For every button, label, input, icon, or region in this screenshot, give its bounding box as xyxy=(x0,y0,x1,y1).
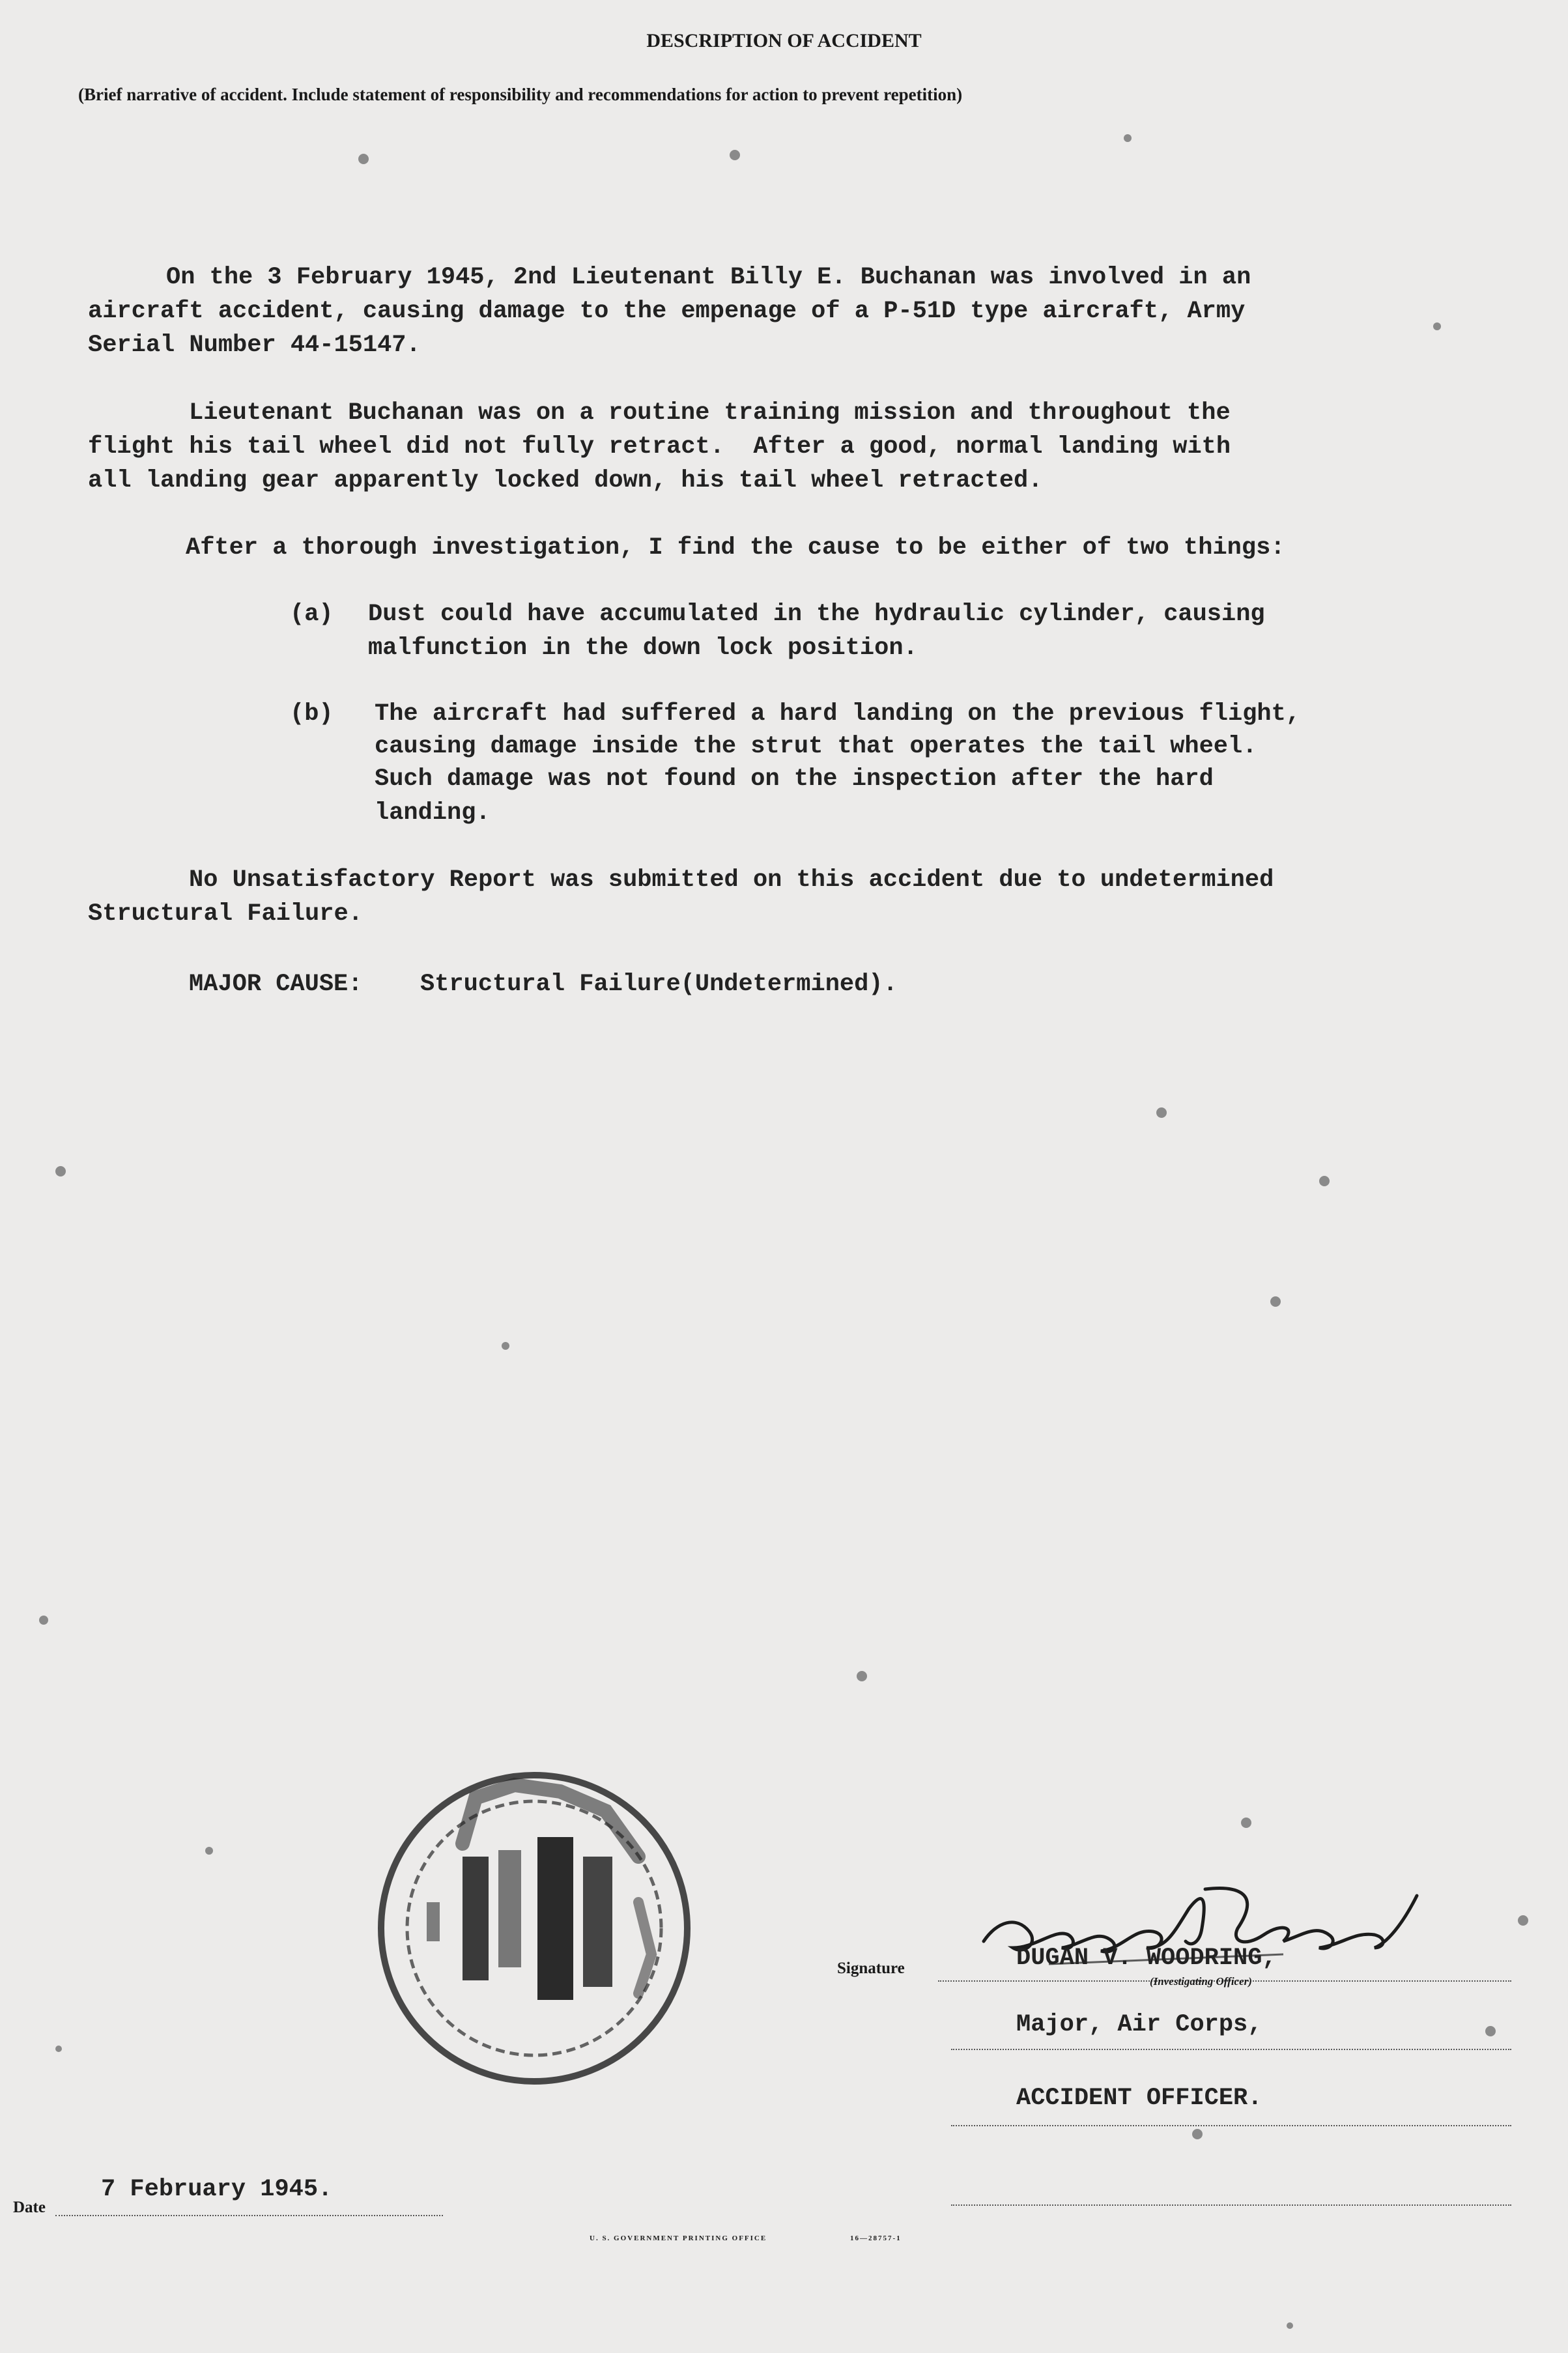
paper-speck xyxy=(857,1671,867,1681)
paper-speck xyxy=(1241,1818,1251,1828)
rank-line xyxy=(951,2049,1511,2050)
paragraph-1-line-3: Serial Number 44-15147. xyxy=(88,332,421,359)
paper-speck xyxy=(1319,1176,1330,1186)
paragraph-1-line-2: aircraft accident, causing damage to the empenage of a P-51D type aircraft, Army xyxy=(88,298,1246,325)
title-line xyxy=(951,2125,1511,2126)
date-label: Date xyxy=(13,2199,46,2216)
paper-speck xyxy=(1270,1296,1281,1307)
paper-speck xyxy=(1287,2322,1293,2329)
investigating-officer-caption: (Investigating Officer) xyxy=(1150,1975,1252,1988)
officer-title: ACCIDENT OFFICER. xyxy=(1016,2085,1262,2112)
officer-rank: Major, Air Corps, xyxy=(1016,2011,1262,2038)
form-instructions: (Brief narrative of accident. Include statement of responsibility and recommendations for action to prevent repetition) xyxy=(78,85,963,104)
paper-speck xyxy=(730,150,740,160)
paper-speck xyxy=(55,2046,62,2052)
item-a-line-2: malfunction in the down lock position. xyxy=(368,635,918,662)
signature-label: Signature xyxy=(837,1960,905,1977)
form-title: DESCRIPTION OF ACCIDENT xyxy=(646,30,922,51)
item-b-line-1: The aircraft had suffered a hard landing on the previous flight, xyxy=(375,700,1301,728)
paragraph-1-line-1: On the 3 February 1945, 2nd Lieutenant Billy E. Buchanan was involved in an xyxy=(166,264,1251,291)
paragraph-4-line-1: No Unsatisfactory Report was submitted on this accident due to undetermined xyxy=(189,866,1274,894)
paper-speck xyxy=(1433,322,1441,330)
paper-speck xyxy=(205,1847,213,1855)
item-b-line-2: causing damage inside the strut that operates the tail wheel. xyxy=(375,733,1257,760)
form-number: 16—28757-1 xyxy=(850,2234,902,2242)
item-b-line-3: Such damage was not found on the inspection after the hard xyxy=(375,765,1214,793)
item-b-line-4: landing. xyxy=(375,799,491,827)
paragraph-2-line-3: all landing gear apparently locked down, his tail wheel retracted. xyxy=(88,467,1043,494)
paper-speck xyxy=(502,1342,509,1350)
major-cause-value: Structural Failure(Undetermined). xyxy=(420,971,898,998)
paper-speck xyxy=(39,1616,48,1625)
paper-speck xyxy=(55,1166,66,1176)
date-value: 7 February 1945. xyxy=(101,2176,333,2203)
date-line xyxy=(55,2215,443,2216)
received-stamp xyxy=(365,1759,704,2098)
paragraph-2-line-2: flight his tail wheel did not fully retract. After a good, normal landing with xyxy=(88,433,1231,461)
paper-speck xyxy=(1192,2129,1203,2139)
extra-line xyxy=(951,2204,1511,2206)
paper-speck xyxy=(1485,2026,1496,2036)
paper-speck xyxy=(1156,1107,1167,1118)
handwritten-signature xyxy=(958,1850,1427,2013)
paper-speck xyxy=(1518,1915,1528,1926)
printer-footer: U. S. GOVERNMENT PRINTING OFFICE xyxy=(590,2234,767,2242)
officer-name: DUGAN V. WOODRING, xyxy=(1016,1945,1277,1972)
item-b-label: (b) xyxy=(290,700,334,728)
paragraph-3: After a thorough investigation, I find the cause to be either of two things: xyxy=(186,534,1285,562)
paper-speck xyxy=(358,154,369,164)
paper-speck xyxy=(1124,134,1132,142)
paragraph-4-line-2: Structural Failure. xyxy=(88,900,363,928)
item-a-label: (a) xyxy=(290,601,334,628)
paragraph-2-line-1: Lieutenant Buchanan was on a routine training mission and throughout the xyxy=(189,399,1231,427)
item-a-line-1: Dust could have accumulated in the hydraulic cylinder, causing xyxy=(368,601,1265,628)
major-cause-label: MAJOR CAUSE: xyxy=(189,971,363,998)
